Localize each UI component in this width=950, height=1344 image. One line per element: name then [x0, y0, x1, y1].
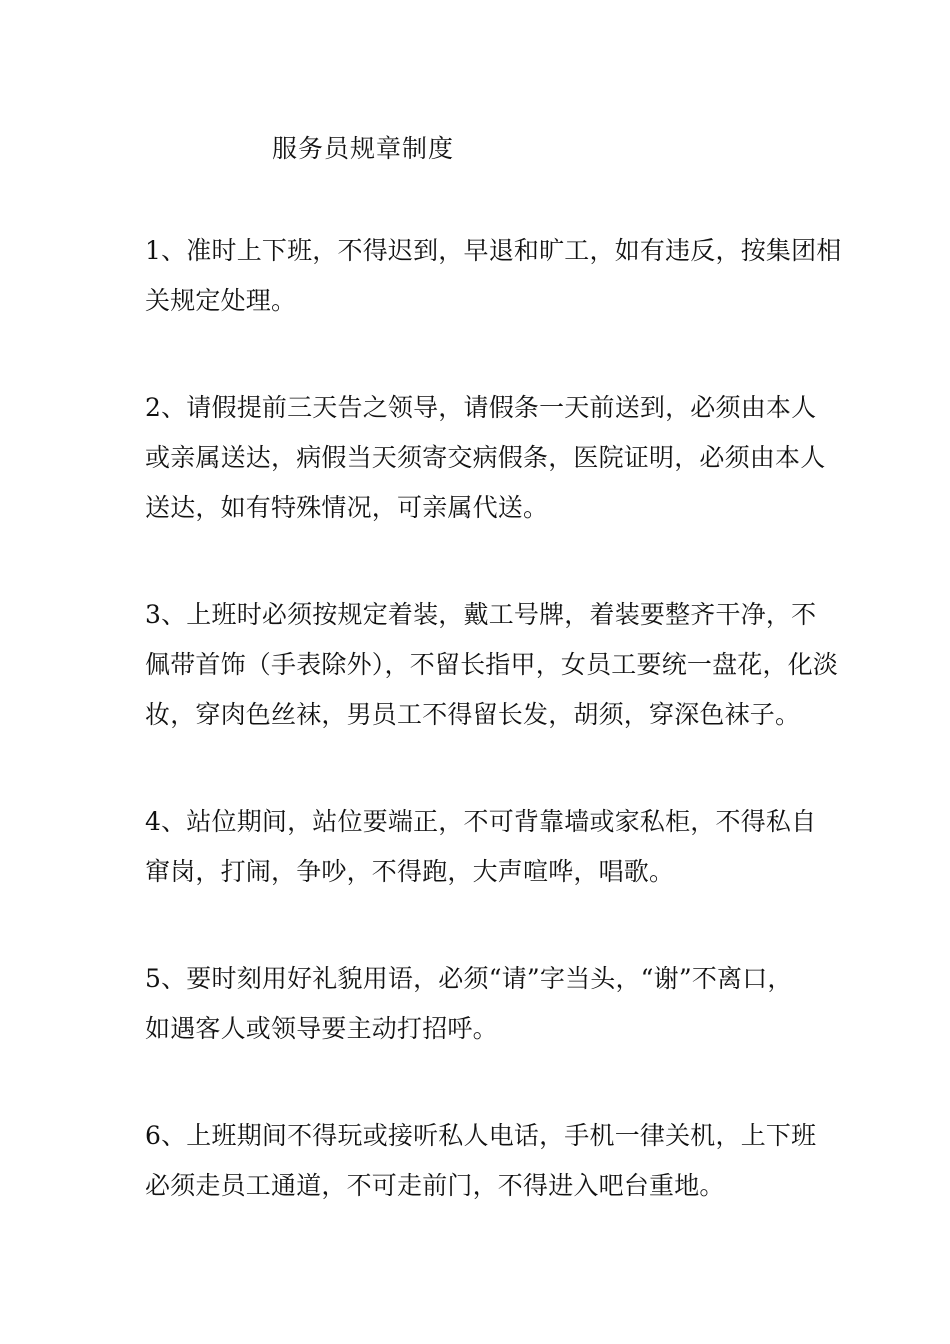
rule-line: 6、上班期间不得玩或接听私人电话，手机一律关机，上下班	[145, 1121, 817, 1150]
rule-item-3	[145, 590, 839, 740]
rule-item-1	[145, 226, 842, 326]
rule-item-5	[145, 954, 835, 1054]
rule-line: 2、请假提前三天告之领导，请假条一天前送到，必须由本人	[145, 393, 817, 422]
rule-line: 关规定处理。	[145, 286, 297, 315]
rule-line: 佩带首饰（手表除外），不留长指甲，女员工要统一盘花，化淡	[145, 650, 839, 679]
rule-line: 送达，如有特殊情况，可亲属代送。	[145, 493, 549, 522]
document-title: 服务员规章制度	[272, 134, 455, 163]
rule-line: 4、站位期间，站位要端正，不可背靠墙或家私柜，不得私自	[145, 807, 817, 836]
rules-list	[145, 226, 842, 1268]
rule-line: 5、要时刻用好礼貌用语，必须“请”字当头，“谢”不离口，	[145, 964, 793, 993]
rule-line: 如遇客人或领导要主动打招呼。	[145, 1014, 498, 1043]
rule-item-2	[145, 383, 835, 533]
rule-item-6	[145, 1111, 835, 1211]
rule-line: 1、准时上下班，不得迟到，早退和旷工，如有违反，按集团相	[145, 236, 842, 265]
rule-line: 妆，穿肉色丝袜，男员工不得留长发，胡须，穿深色袜子。	[145, 700, 801, 729]
rule-line: 窜岗，打闹，争吵，不得跑，大声喧哗，唱歌。	[145, 857, 675, 886]
rule-line: 必须走员工通道，不可走前门，不得进入吧台重地。	[145, 1171, 725, 1200]
rule-line: 3、上班时必须按规定着装，戴工号牌，着装要整齐干净，不	[145, 600, 817, 629]
rule-line: 或亲属送达，病假当天须寄交病假条，医院证明，必须由本人	[145, 443, 826, 472]
rule-item-4	[145, 797, 835, 897]
